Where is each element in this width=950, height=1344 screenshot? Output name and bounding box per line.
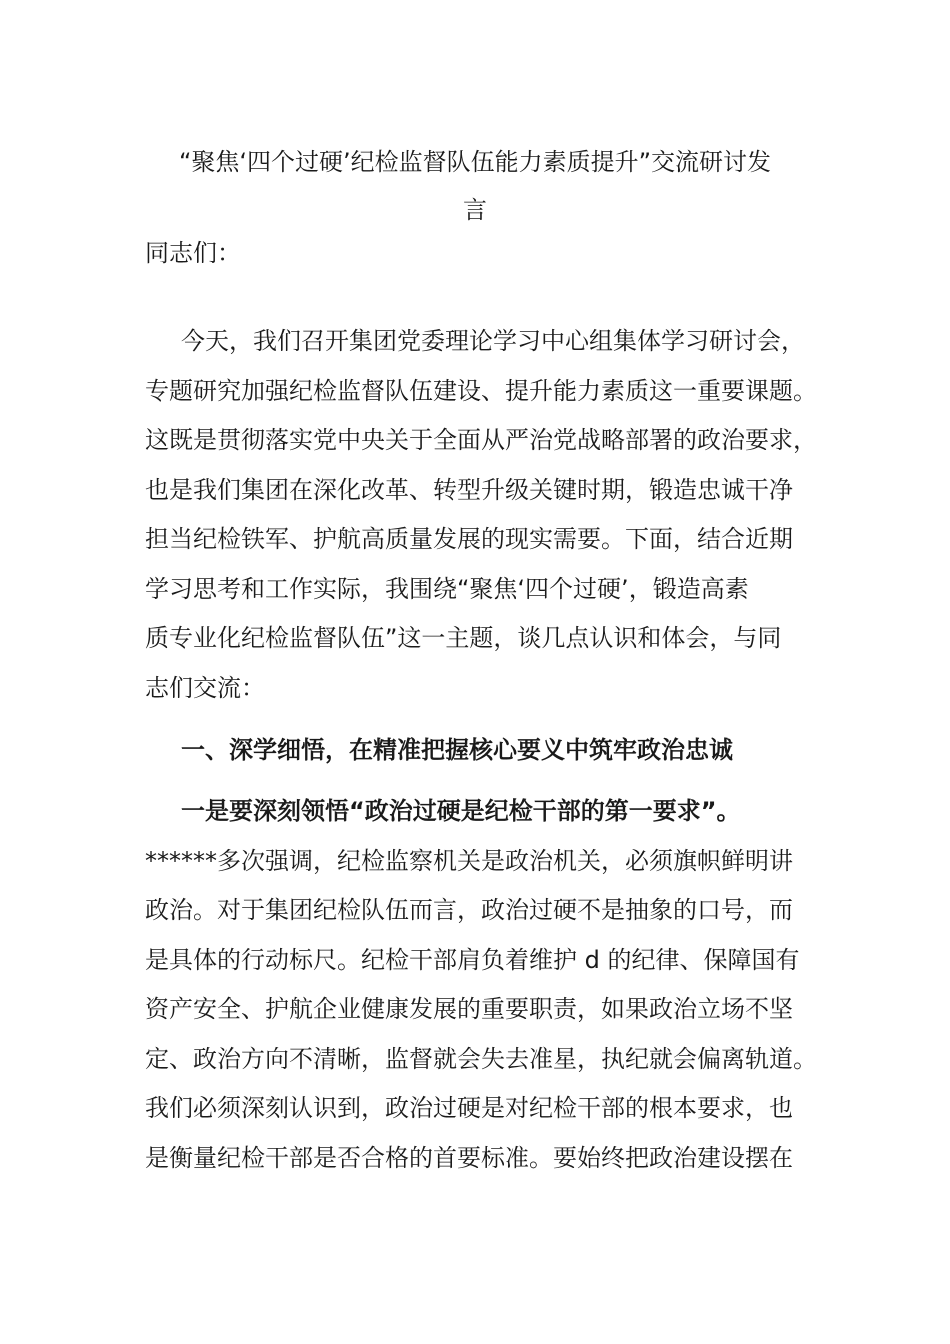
salutation: 同志们：	[145, 239, 241, 267]
paragraph-line: 是具体的行动标尺。纪检干部肩负着维护 d 的纪律、保障国有	[145, 945, 800, 974]
paragraph-line: 资产安全、护航企业健康发展的重要职责，如果政治立场不坚	[145, 995, 793, 1023]
paragraph-line: 今天，我们召开集团党委理论学习中心组集体学习研讨会，	[181, 327, 805, 355]
paragraph-line: 质专业化纪检监督队伍”这一主题，谈几点认识和体会，与同	[145, 624, 782, 652]
document-title	[145, 138, 805, 234]
paragraph-line: 这既是贯彻落实党中央关于全面从严治党战略部署的政治要求，	[145, 426, 817, 454]
paragraph-line: ******多次强调，纪检监察机关是政治机关，必须旗帜鲜明讲	[145, 846, 793, 875]
paragraph-line: 学习思考和工作实际，我围绕“聚焦‘四个过硬’，锻造高素	[145, 574, 749, 603]
paragraph-line: 定、政治方向不清晰，监督就会失去准星，执纪就会偏离轨道。	[145, 1044, 817, 1073]
intro-paragraph	[145, 317, 817, 713]
paragraph-line: 志们交流：	[145, 673, 265, 702]
title-line: “聚焦‘四个过硬’纪检监督队伍能力素质提升”交流研讨发	[178, 148, 772, 176]
paragraph-line: 政治。对于集团纪检队伍而言，政治过硬不是抽象的口号，而	[145, 896, 793, 924]
paragraph-line: 我们必须深刻认识到，政治过硬是对纪检干部的根本要求，也	[145, 1094, 793, 1122]
section-heading: 一、深学细悟，在精准把握核心要义中筑牢政治忠诚	[181, 736, 733, 764]
paragraph-line: 是衡量纪检干部是否合格的首要标准。要始终把政治建设摆在	[145, 1143, 793, 1172]
title-line: 言	[463, 196, 487, 224]
paragraph-line: 担当纪检铁军、护航高质量发展的现实需要。下面，结合近期	[145, 525, 793, 553]
paragraph-line: 专题研究加强纪检监督队伍建设、提升能力素质这一重要课题。	[145, 376, 817, 405]
section-paragraph	[145, 787, 817, 1183]
paragraph-line: 也是我们集团在深化改革、转型升级关键时期，锻造忠诚干净	[145, 475, 793, 504]
paragraph-lead: 一是要深刻领悟“政治过硬是纪检干部的第一要求”。	[181, 797, 741, 825]
